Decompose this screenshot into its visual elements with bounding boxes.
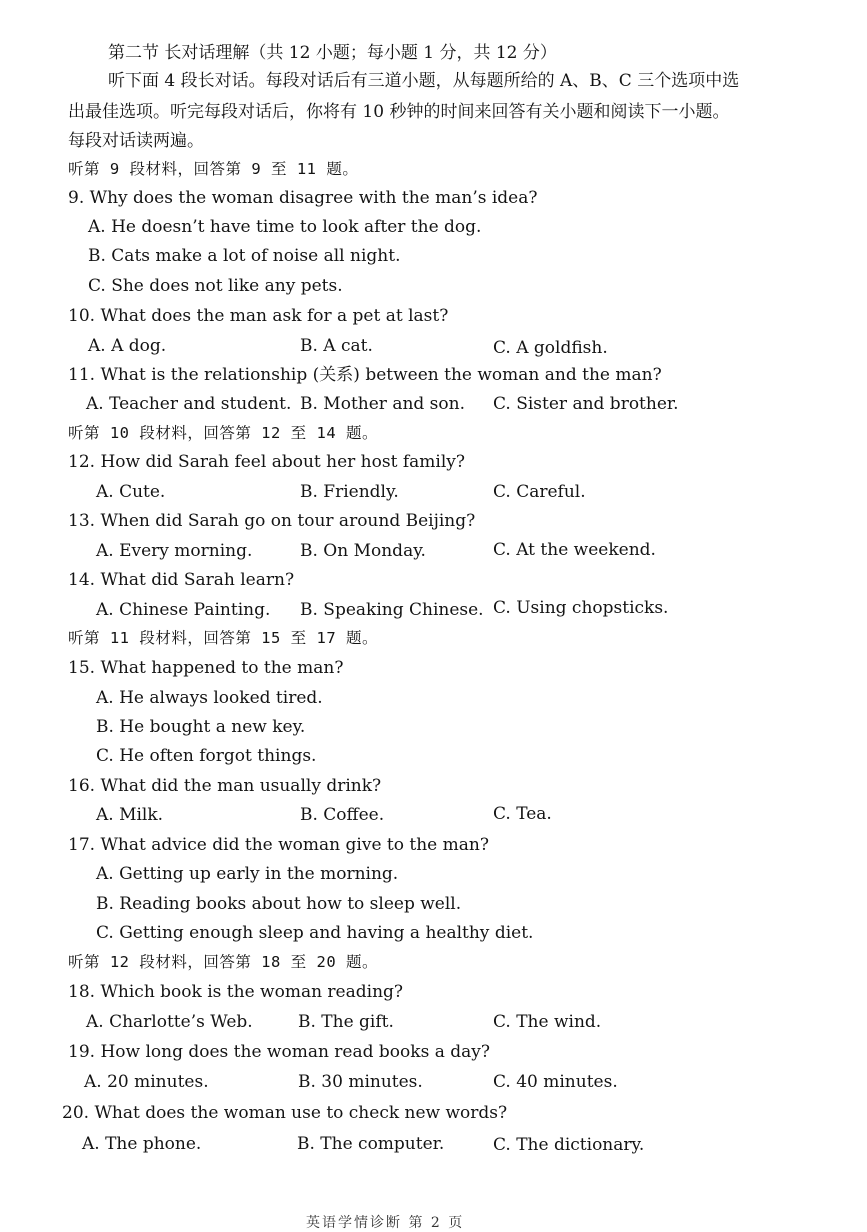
question-18-option-a[interactable]: A. Charlotte’s Web.: [86, 1012, 253, 1032]
question-20-option-b[interactable]: B. The computer.: [297, 1134, 445, 1154]
question-19-option-b[interactable]: B. 30 minutes.: [298, 1072, 423, 1092]
question-stem-20: 20. What does the woman use to check new words?: [62, 1103, 508, 1123]
question-stem-11: 11. What is the relationship (关系) between the woman and the man?: [68, 365, 662, 385]
question-10-option-a[interactable]: A. A dog.: [88, 336, 167, 356]
question-stem-9: 9. Why does the woman disagree with the man’s idea?: [68, 188, 538, 208]
question-stem-15: 15. What happened to the man?: [68, 658, 344, 678]
question-14-option-c[interactable]: C. Using chopsticks.: [493, 598, 669, 618]
question-20-option-a[interactable]: A. The phone.: [82, 1134, 202, 1154]
question-13-option-a[interactable]: A. Every morning.: [96, 541, 253, 561]
question-10-option-c[interactable]: C. A goldfish.: [493, 338, 608, 358]
question-16-option-b[interactable]: B. Coffee.: [300, 805, 385, 825]
listening-instruction-1: 听第 9 段材料，回答第 9 至 11 题。: [68, 160, 359, 178]
listening-instruction-3: 听第 11 段材料，回答第 15 至 17 题。: [68, 629, 378, 647]
section-intro-line-2: 出最佳选项。听完每段对话后，你将有 10 秒钟的时间来回答有关小题和阅读下一小题。: [68, 102, 730, 122]
question-18-option-c[interactable]: C. The wind.: [493, 1012, 602, 1032]
question-17-option-b[interactable]: B. Reading books about how to sleep well.: [96, 894, 462, 914]
question-9-option-b[interactable]: B. Cats make a lot of noise all night.: [88, 246, 401, 266]
question-18-option-b[interactable]: B. The gift.: [298, 1012, 394, 1032]
question-19-option-a[interactable]: A. 20 minutes.: [84, 1072, 209, 1092]
question-stem-14: 14. What did Sarah learn?: [68, 570, 295, 590]
question-stem-12: 12. How did Sarah feel about her host family?: [68, 452, 465, 472]
question-16-option-c[interactable]: C. Tea.: [493, 804, 552, 824]
question-stem-16: 16. What did the man usually drink?: [68, 776, 382, 796]
section-intro-line-1: 听下面 4 段长对话。每段对话后有三道小题，从每题所给的 A、B、C 三个选项中选: [108, 71, 740, 91]
question-stem-19: 19. How long does the woman read books a day?: [68, 1042, 490, 1062]
question-19-option-c[interactable]: C. 40 minutes.: [493, 1072, 618, 1092]
question-9-option-a[interactable]: A. He doesn’t have time to look after the dog.: [88, 217, 482, 237]
section-intro-line-3: 每段对话读两遍。: [68, 131, 204, 151]
question-15-option-a[interactable]: A. He always looked tired.: [96, 688, 323, 708]
question-15-option-c[interactable]: C. He often forgot things.: [96, 746, 317, 766]
question-20-option-c[interactable]: C. The dictionary.: [493, 1135, 645, 1155]
question-stem-13: 13. When did Sarah go on tour around Beijing?: [68, 511, 476, 531]
question-17-option-a[interactable]: A. Getting up early in the morning.: [96, 864, 399, 884]
question-9-option-c[interactable]: C. She does not like any pets.: [88, 276, 343, 296]
question-13-option-b[interactable]: B. On Monday.: [300, 541, 426, 561]
question-11-option-a[interactable]: A. Teacher and student.: [86, 394, 292, 414]
question-14-option-a[interactable]: A. Chinese Painting.: [96, 600, 271, 620]
question-stem-17: 17. What advice did the woman give to the man?: [68, 835, 489, 855]
question-15-option-b[interactable]: B. He bought a new key.: [96, 717, 306, 737]
section-title: 第二节 长对话理解（共 12 小题；每小题 1 分，共 12 分）: [108, 43, 557, 63]
question-12-option-b[interactable]: B. Friendly.: [300, 482, 399, 502]
question-11-option-b[interactable]: B. Mother and son.: [300, 394, 465, 414]
question-17-option-c[interactable]: C. Getting enough sleep and having a healthy diet.: [96, 923, 534, 943]
question-14-option-b[interactable]: B. Speaking Chinese.: [300, 600, 484, 620]
listening-instruction-2: 听第 10 段材料，回答第 12 至 14 题。: [68, 424, 378, 442]
question-11-option-c[interactable]: C. Sister and brother.: [493, 394, 679, 414]
question-12-option-c[interactable]: C. Careful.: [493, 482, 586, 502]
question-stem-10: 10. What does the man ask for a pet at last?: [68, 306, 449, 326]
question-stem-18: 18. Which book is the woman reading?: [68, 982, 404, 1002]
question-12-option-a[interactable]: A. Cute.: [96, 482, 166, 502]
question-13-option-c[interactable]: C. At the weekend.: [493, 540, 656, 560]
page-footer: 英语学情诊断 第 2 页: [306, 1215, 465, 1231]
question-16-option-a[interactable]: A. Milk.: [96, 805, 164, 825]
listening-instruction-4: 听第 12 段材料，回答第 18 至 20 题。: [68, 953, 378, 971]
question-10-option-b[interactable]: B. A cat.: [300, 336, 373, 356]
